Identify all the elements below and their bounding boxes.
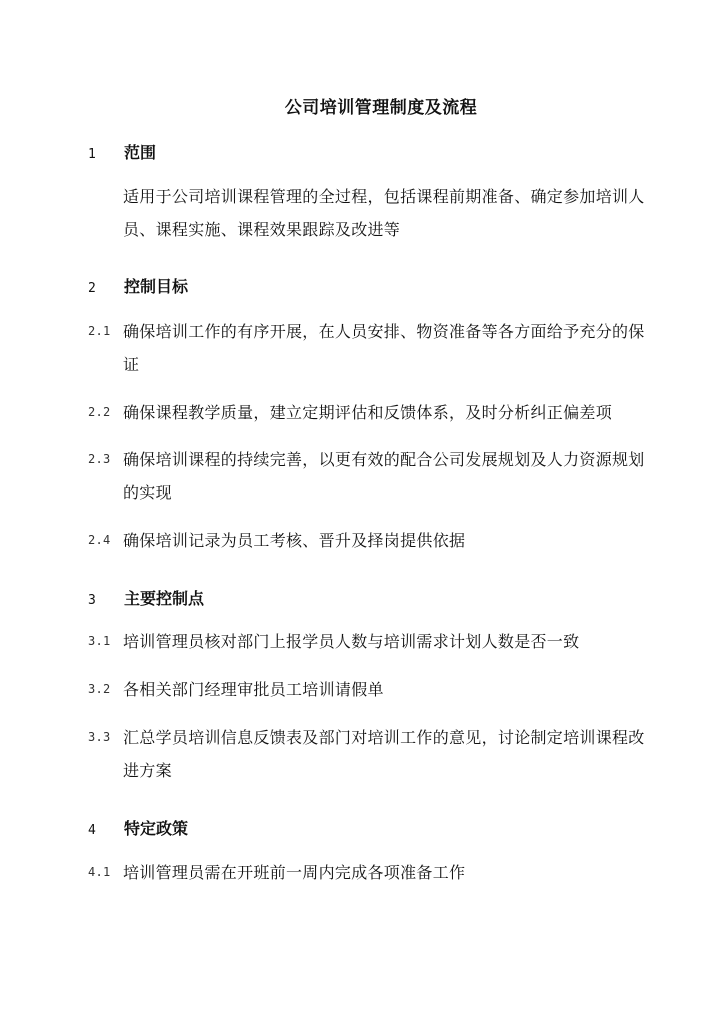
item-number: 3.2 <box>88 682 111 696</box>
section-number: 2 <box>88 281 96 296</box>
list-item-2-3 <box>88 443 653 509</box>
section-number: 4 <box>88 823 96 838</box>
list-item-3-3 <box>88 721 653 787</box>
list-item-2-2 <box>88 396 653 429</box>
section-title: 主要控制点 <box>124 589 205 608</box>
item-text: 确保培训工作的有序开展，在人员安排、物资准备等各方面给予充分的保证 <box>123 322 645 374</box>
list-item-3-1 <box>88 625 653 658</box>
item-text: 确保课程教学质量，建立定期评估和反馈体系，及时分析纠正偏差项 <box>123 403 613 422</box>
list-item-2-1 <box>88 315 653 381</box>
section-heading-2 <box>88 274 188 297</box>
section-number: 1 <box>88 147 96 162</box>
section-heading-3 <box>88 586 204 609</box>
section-title: 控制目标 <box>124 277 189 296</box>
section-heading-1 <box>88 140 156 163</box>
item-number: 2.3 <box>88 452 111 466</box>
item-number: 3.3 <box>88 730 111 744</box>
list-item-4-1 <box>88 856 653 889</box>
section-number: 3 <box>88 593 96 608</box>
item-text: 培训管理员核对部门上报学员人数与培训需求计划人数是否一致 <box>123 632 580 651</box>
item-text: 确保培训课程的持续完善，以更有效的配合公司发展规划及人力资源规划的实现 <box>123 450 645 502</box>
section-heading-4 <box>88 816 188 839</box>
document-title: 公司培训管理制度及流程 <box>284 98 478 118</box>
item-number: 2.2 <box>88 405 111 419</box>
list-item-3-2 <box>88 673 653 706</box>
section-title: 范围 <box>124 143 157 162</box>
item-number: 2.4 <box>88 533 111 547</box>
item-text: 培训管理员需在开班前一周内完成各项准备工作 <box>123 863 466 882</box>
item-text: 确保培训记录为员工考核、晋升及择岗提供依据 <box>123 531 466 550</box>
item-number: 2.1 <box>88 324 111 338</box>
list-item-2-4 <box>88 524 653 557</box>
item-text: 各相关部门经理审批员工培训请假单 <box>123 680 384 699</box>
section-1-paragraph: 适用于公司培训课程管理的全过程，包括课程前期准备、确定参加培训人员、课程实施、课程效果跟踪及改进等 <box>123 187 645 239</box>
item-number: 4.1 <box>88 865 111 879</box>
item-number: 3.1 <box>88 634 111 648</box>
item-text: 汇总学员培训信息反馈表及部门对培训工作的意见，讨论制定培训课程改进方案 <box>123 728 645 780</box>
section-title: 特定政策 <box>124 819 189 838</box>
